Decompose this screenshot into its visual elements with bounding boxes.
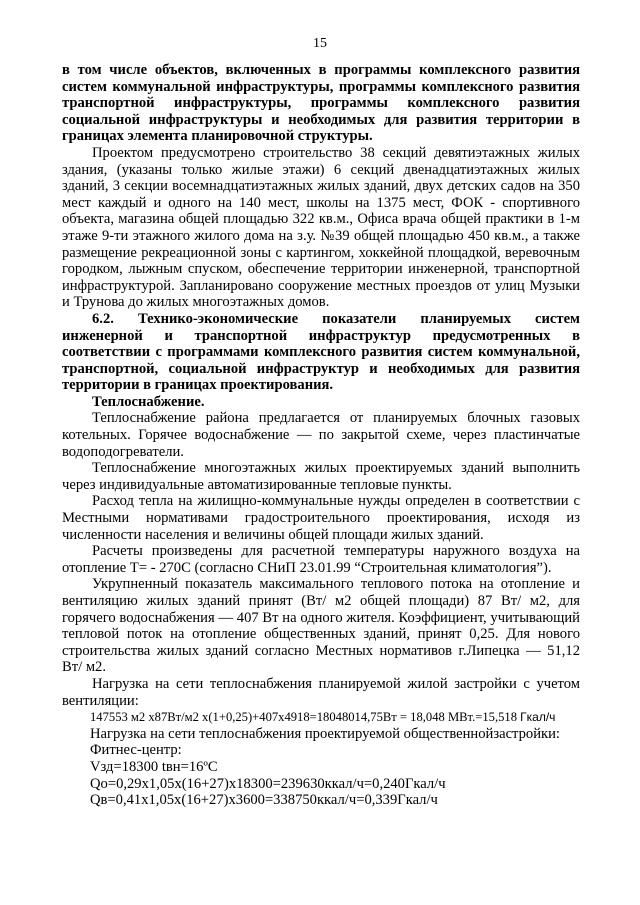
public-load-line: Нагрузка на сети теплоснабжения проектируемой общественнойзастройки:: [90, 725, 560, 742]
residential-load-formula: [62, 709, 580, 726]
heat-flow-indicator-paragraph: Укрупненный показатель максимального теплового потока на отопление и вентиляцию жилых зданий принят (Вт/ м2 общей площади) 87 Вт/ м2, для горячего водоснабжения — 407 Вт на одного жителя. Коэффициент, учитывающий тепловой поток на отопление общественных зданий, принят 0,25. Для нового строительства жилых зданий согласно Местных нормативов г.Липецка — 51,12 Вт/ м2.: [62, 576, 580, 676]
intro-bold-paragraph: в том числе объектов, включенных в программы комплексного развития систем коммунальной инфраструктуры, программы комплексного развития транспортной инфраструктуры, программы комплексного развития социальной инфраструктуры и необходимых для развития территории в границах элемента планировочной структуры.: [62, 62, 580, 145]
calculation-temperature-paragraph: Расчеты произведены для расчетной температуры наружного воздуха на отопление Т= - 270С (согласно СНиП 23.01.99 “Строительная климатология”).: [62, 543, 580, 576]
heat-consumption-paragraph: Расход тепла на жилищно-коммунальные нужды определен в соответствии с Местными нормативами градостроительного проектирования, исходя из численности населения и величины общей площади жилых зданий.: [62, 493, 580, 543]
document-body: [62, 62, 580, 809]
page-number: 15: [313, 36, 327, 51]
heating-load-formula: Qо=0,29х1,05х(16+27)х18300=239630ккал/ч=0,240Гкал/ч: [90, 775, 446, 792]
section-6-2-heading: 6.2. Технико-экономические показатели планируемых систем инженерной и транспортной инфраструктур предусмотренных в соответствии с программами комплексного развития систем коммунальной, транспортной, социальной инфраструктур и необходимых для развития территории в границах проектирования.: [62, 310, 580, 394]
heat-supply-paragraph-2: Теплоснабжение многоэтажных жилых проектируемых зданий выполнить через индивидуальные автоматизированные тепловые пункты.: [62, 460, 580, 493]
heat-supply-paragraph-1: Теплоснабжение района предлагается от планируемых блочных газовых котельных. Горячее водоснабжение — по закрытой схеме, через пластинчатые водоподогреватели.: [62, 410, 580, 460]
residential-load-paragraph: Нагрузка на сети теплоснабжения планируемой жилой застройки с учетом вентиляции:: [62, 675, 580, 709]
volume-temperature-line: Vзд=18300 tвн=16ºС: [90, 758, 218, 775]
heat-supply-heading: Теплоснабжение.: [92, 393, 205, 410]
fitness-center-line: Фитнес-центр:: [90, 742, 182, 759]
formula-main: 147553 м2 х87Вт/м2 х(1+0,25)+407х4918=18048014,75Вт = 18,048 МВт.=15,518: [90, 710, 521, 725]
ventilation-load-formula: Qв=0,41х1,05х(16+27)х3600=338750ккал/ч=0,339Гкал/ч: [90, 792, 438, 809]
formula-unit: Гкал/ч: [520, 710, 556, 725]
project-description-paragraph: Проектом предусмотрено строительство 38 секций девятиэтажных жилых здания, (указаны только жилые этажи) 6 секций двенадцатиэтажных жилых зданий, 3 секции восемнадцатиэтажных жилых зданий, двух детских садов на 350 мест каждый и одного на 140 мест, школы на 1375 мест, ФОК - спортивного объекта, магазина общей площадью 322 кв.м., Офиса врача общей практики в 1-м этаже 9-ти этажного жилого дома на з.у. №39 общей площадью 450 кв.м., а также размещение рекреационной зоны с картингом, хоккейной площадкой, веревочным городком, лыжным спуском, обеспечение территории инженерной, транспортной инфраструктурой. Запланировано сооружение местных проездов от улиц Музыки и Трунова до жилых многоэтажных домов.: [62, 144, 580, 311]
